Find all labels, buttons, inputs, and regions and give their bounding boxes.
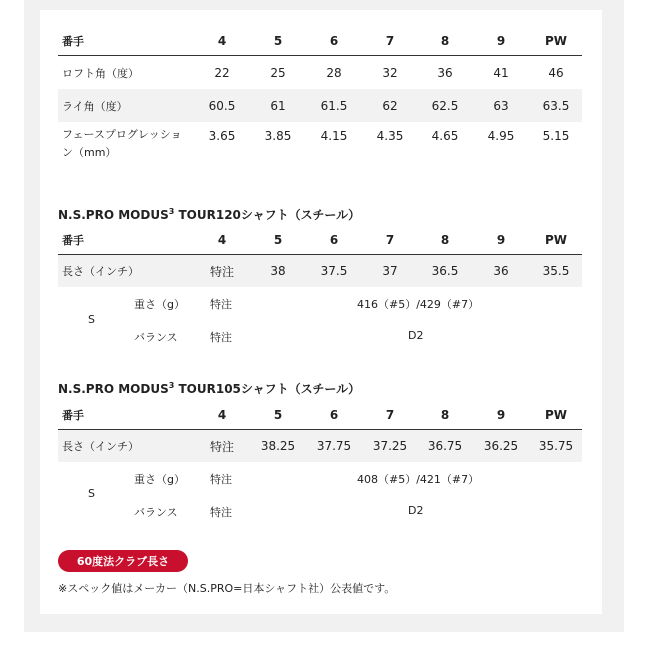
table-header-row — [58, 226, 582, 255]
table-cell: 5.15 — [542, 129, 570, 143]
header-cell: 9 — [496, 233, 506, 247]
table-cell: 62 — [382, 98, 398, 113]
table-cell: 4.95 — [487, 129, 515, 143]
table-cell: 36.25 — [483, 439, 519, 453]
table-cell: 3.85 — [264, 129, 292, 143]
shaft-title-prefix: N.S.PRO MODUS — [58, 382, 169, 396]
table-cell: 36.5 — [431, 264, 459, 278]
header-cell: 4 — [217, 33, 227, 48]
flex-label: S — [88, 313, 95, 326]
weight-value: 408（#5）/421（#7） — [357, 473, 480, 486]
table-cell: 46 — [548, 65, 564, 80]
table-cell: 38 — [270, 264, 286, 278]
weight-label: 重さ（g） — [134, 473, 185, 486]
header-cell: 5 — [273, 233, 283, 247]
table-header-row — [58, 401, 582, 430]
row-label: ライ角（度） — [62, 99, 128, 113]
shaft-table — [58, 226, 582, 287]
row-label: 長さ（インチ） — [62, 440, 139, 453]
table-cell: 41 — [493, 65, 509, 80]
table-cell: 37 — [382, 264, 398, 278]
table-cell: 28 — [326, 65, 342, 80]
header-label: 番手 — [62, 409, 84, 422]
header-cell: 4 — [217, 233, 227, 247]
table-cell: 4.15 — [320, 129, 348, 143]
header-cell: 9 — [496, 408, 506, 422]
header-cell: 6 — [329, 33, 339, 48]
header-cell: 7 — [385, 233, 395, 247]
table-cell: 36 — [493, 264, 509, 278]
table-cell: 25 — [270, 65, 286, 80]
header-cell: 5 — [273, 33, 283, 48]
table-cell: 61 — [270, 98, 286, 113]
weight-special: 特注 — [210, 298, 232, 311]
table-cell: 37.25 — [372, 439, 408, 453]
table-row — [58, 255, 582, 287]
loft-lie-table — [58, 26, 582, 166]
header-cell: 6 — [329, 408, 339, 422]
table-cell: 60.5 — [208, 98, 236, 113]
balance-label: バランス — [134, 331, 178, 344]
table-cell: 特注 — [209, 264, 234, 279]
weight-label: 重さ（g） — [134, 298, 185, 311]
shaft-title-suffix: TOUR120シャフト（スチール） — [174, 208, 361, 222]
header-cell: PW — [544, 33, 568, 48]
weight-special: 特注 — [210, 473, 232, 486]
table-cell: 62.5 — [431, 98, 459, 113]
table-cell: 3.65 — [208, 129, 236, 143]
table-cell: 22 — [214, 65, 230, 80]
table-cell: 32 — [382, 65, 398, 80]
table-cell: 61.5 — [320, 98, 348, 113]
row-label: フェースプログレッション（mm） — [62, 128, 182, 159]
table-row — [58, 56, 582, 89]
table-cell: 4.35 — [376, 129, 404, 143]
shaft-title-sup: 3 — [168, 381, 175, 390]
table-row — [58, 430, 582, 462]
weight-value: 416（#5）/429（#7） — [357, 298, 480, 311]
shaft-title-suffix: TOUR105シャフト（スチール） — [174, 382, 361, 396]
shaft-title-prefix: N.S.PRO MODUS — [58, 208, 169, 222]
balance-value: D2 — [408, 329, 424, 342]
row-label: ロフト角（度） — [62, 66, 139, 80]
header-cell: 4 — [217, 408, 227, 422]
table-cell: 36 — [437, 65, 453, 80]
balance-special: 特注 — [210, 506, 232, 519]
header-cell: 8 — [440, 233, 450, 247]
header-label: 番手 — [62, 234, 84, 247]
table-cell: 63 — [493, 98, 509, 113]
balance-label: バランス — [134, 506, 178, 519]
header-cell: 8 — [440, 408, 450, 422]
table-cell: 特注 — [209, 439, 234, 454]
shaft-title — [58, 206, 360, 223]
balance-value: D2 — [408, 504, 424, 517]
table-cell: 37.75 — [316, 439, 352, 453]
table-cell: 4.65 — [431, 129, 459, 143]
flex-label: S — [88, 487, 95, 500]
shaft-title — [58, 380, 360, 397]
row-label: 長さ（インチ） — [62, 265, 139, 278]
table-row — [58, 89, 582, 122]
shaft-table — [58, 401, 582, 462]
header-cell: 8 — [440, 33, 450, 48]
header-cell: 6 — [329, 233, 339, 247]
shaft-title-sup: 3 — [168, 207, 175, 216]
header-label: 番手 — [62, 34, 84, 48]
table-header-row — [58, 26, 582, 56]
header-cell: 7 — [385, 33, 395, 48]
header-cell: PW — [544, 233, 568, 247]
balance-special: 特注 — [210, 331, 232, 344]
header-cell: 9 — [496, 33, 506, 48]
spec-footnote: ※スペック値はメーカー（N.S.PRO=日本シャフト社）公表値です。 — [58, 582, 396, 595]
header-cell: 7 — [385, 408, 395, 422]
header-cell: PW — [544, 408, 568, 422]
table-cell: 38.25 — [260, 439, 296, 453]
table-cell: 36.75 — [427, 439, 463, 453]
table-cell: 35.5 — [542, 264, 570, 278]
table-cell: 37.5 — [320, 264, 348, 278]
table-row — [58, 122, 582, 166]
table-cell: 35.75 — [538, 439, 574, 453]
club-length-badge[interactable]: 60度法クラブ長さ — [58, 550, 188, 572]
header-cell: 5 — [273, 408, 283, 422]
table-cell: 63.5 — [542, 98, 570, 113]
